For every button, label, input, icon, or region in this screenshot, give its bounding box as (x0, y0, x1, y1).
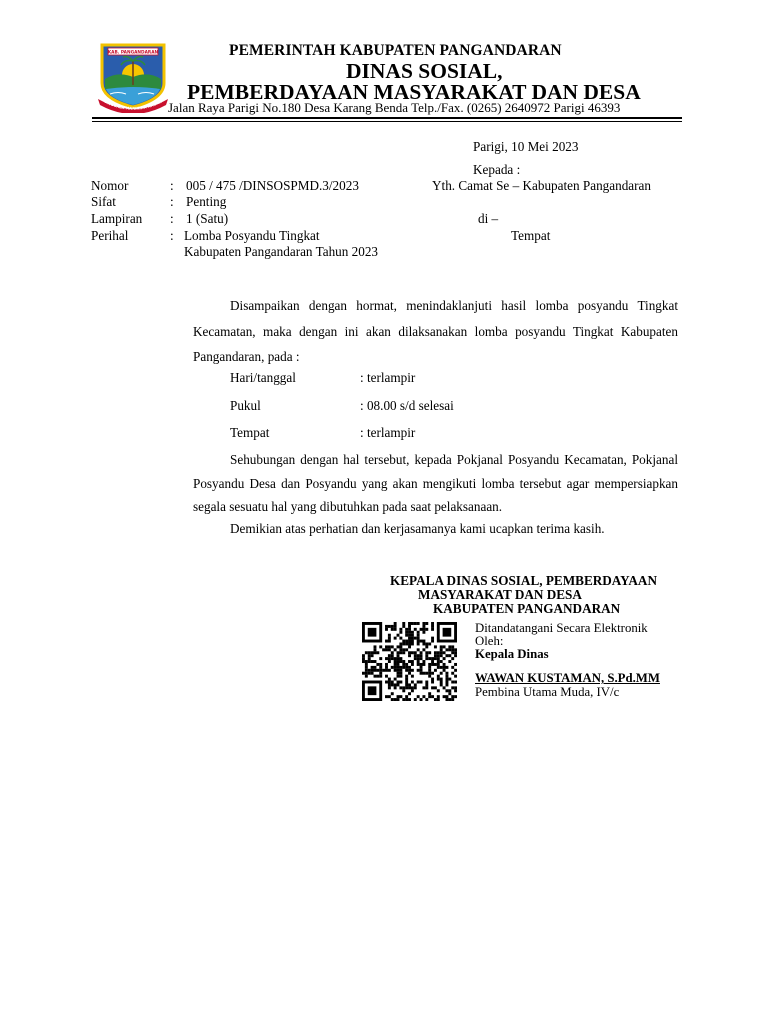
signatory-title-line3: KABUPATEN PANGANDARAN (433, 601, 621, 616)
meta-value-perihal-line2: Kabupaten Pangandaran Tahun 2023 (184, 244, 379, 259)
agency-name-line2: PEMBERDAYAAN MASYARAKAT DAN DESA (187, 80, 641, 104)
detail-label-time: Pukul (230, 398, 261, 413)
recipient-place: Tempat (511, 228, 551, 243)
logo-text-bottom: ANGGALA MARIKIKA NAGAR (104, 98, 163, 111)
meta-value-nomor: 005 / 475 /DINSOSPMD.3/2023 (186, 178, 359, 193)
detail-value-date: : terlampir (360, 370, 416, 385)
recipient-addressee: Yth. Camat Se – Kabupaten Pangandaran (432, 178, 651, 193)
recipient-di: di – (478, 211, 499, 226)
meta-value-sifat: Penting (186, 194, 227, 209)
detail-value-place: : terlampir (360, 425, 416, 440)
government-name: PEMERINTAH KABUPATEN PANGANDARAN (229, 42, 562, 59)
signatory-title-line1: KEPALA DINAS SOSIAL, PEMBERDAYAAN (390, 573, 657, 588)
meta-colon: : (170, 178, 174, 193)
recipient-kepada: Kepada : (473, 162, 521, 177)
detail-label-place: Tempat (230, 425, 270, 440)
signatory-rank: Pembina Utama Muda, IV/c (475, 685, 620, 699)
agency-address: Jalan Raya Parigi No.180 Desa Karang Benda Telp./Fax. (0265) 2640972 Parigi 46393 (168, 100, 621, 115)
meta-label-nomor: Nomor (91, 178, 129, 193)
logo-text-top: KAB. PANGANDARAN (107, 50, 159, 56)
signatory-role: Kepala Dinas (475, 647, 549, 661)
signatory-name: WAWAN KUSTAMAN, S.Pd.MM (475, 671, 660, 685)
regency-logo (94, 39, 172, 113)
signatory-title-line2: MASYARAKAT DAN DESA (418, 587, 582, 602)
meta-colon: : (170, 228, 174, 243)
meta-value-perihal: Lomba Posyandu Tingkat (184, 228, 320, 243)
qr-code-icon (362, 622, 457, 701)
meta-label-perihal: Perihal (91, 228, 129, 243)
esign-line1: Ditandatangani Secara Elektronik (475, 621, 648, 635)
body-paragraph-2: Sehubungan dengan hal tersebut, kepada Pokjanal Posyandu Kecamatan, Pokjanal Posyandu Desa dan Posyandu yang akan mengikuti lomba tersebut agar mempersiapkan segala sesuatu hal yang dibutuhkan pada saat pelaksanaan. (193, 452, 678, 514)
header-rule-thin (92, 121, 682, 122)
meta-value-lampiran: 1 (Satu) (186, 211, 229, 226)
meta-label-sifat: Sifat (91, 194, 116, 209)
meta-colon: : (170, 211, 174, 226)
meta-label-lampiran: Lampiran (91, 211, 143, 226)
meta-colon: : (170, 194, 174, 209)
date-line: Parigi, 10 Mei 2023 (473, 139, 579, 154)
detail-label-date: Hari/tanggal (230, 370, 296, 385)
header-rule-thick (92, 117, 682, 119)
body-paragraph-1: Disampaikan dengan hormat, menindaklanjuti hasil lomba posyandu Tingkat Kecamatan, maka dengan ini akan dilaksanakan lomba posyandu Tingkat Kabupaten Pangandaran, pada : (193, 298, 678, 364)
esign-line2: Oleh: (475, 634, 504, 648)
closing-sentence: Demikian atas perhatian dan kerjasamanya kami ucapkan terima kasih. (230, 521, 605, 536)
agency-name-line1: DINAS SOSIAL, (346, 59, 503, 83)
detail-value-time: : 08.00 s/d selesai (360, 398, 454, 413)
